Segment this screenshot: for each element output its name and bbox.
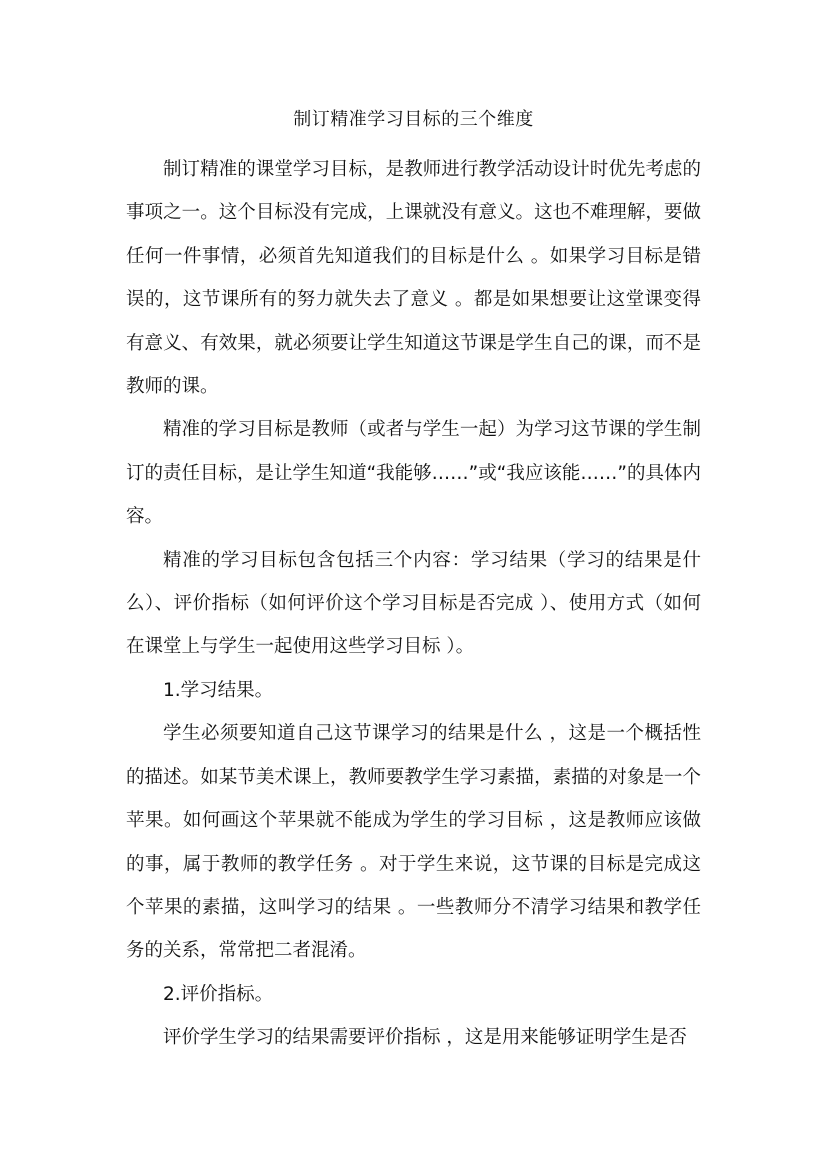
document-title: 制订精准学习目标的三个维度 [293,109,534,130]
document-body [126,148,701,1060]
paragraph-intro: 制订精准的课堂学习目标，是教师进行教学活动设计时优先考虑的事项之一。这个目标没有完成，上课就没有意义。这也不难理解，要做任何一件事情，必须首先知道我们的目标是什么 。如果学习目标是错误的，这节课所有的努力就失去了意义 。都是如果想要让这堂课变得有意义、有效果，就必须要让学生知道这节课是学生自己的课，而不是教师的课。 [126,159,701,398]
paragraph-definition: 精准的学习目标是教师（或者与学生一起）为学习这节课的学生制订的责任目标，是让学生知道“我能够……”或“我应该能……”的具体内容。 [126,419,701,528]
section-heading-evaluation-criteria: 2.评价指标。 [163,983,274,1005]
paragraph-three-contents: 精准的学习目标包含包括三个内容：学习结果（学习的结果是什么）、评价指标（如何评价这个学习目标是否完成 ）、使用方式（如何在课堂上与学生一起使用这些学习目标 ）。 [126,549,701,658]
section-heading-learning-outcome: 1.学习结果。 [163,679,274,701]
paragraph-learning-outcome: 学生必须要知道自己这节课学习的结果是什么 ，这是一个概括性的描述。如某节美术课上，教师要教学生学习素描，素描的对象是一个苹果。如何画这个苹果就不能成为学生的学习目标 ，这是教师应该做的事，属于教师的教学任务 。对于学生来说，这节课的目标是完成这个苹果的素描，这叫学习的结果 。一些教师分不清学习结果和教学任务的关系，常常把二者混淆。 [126,723,701,962]
paragraph-evaluation-criteria: 评价学生学习的结果需要评价指标 ，这是用来能够证明学生是否 [163,1027,687,1049]
